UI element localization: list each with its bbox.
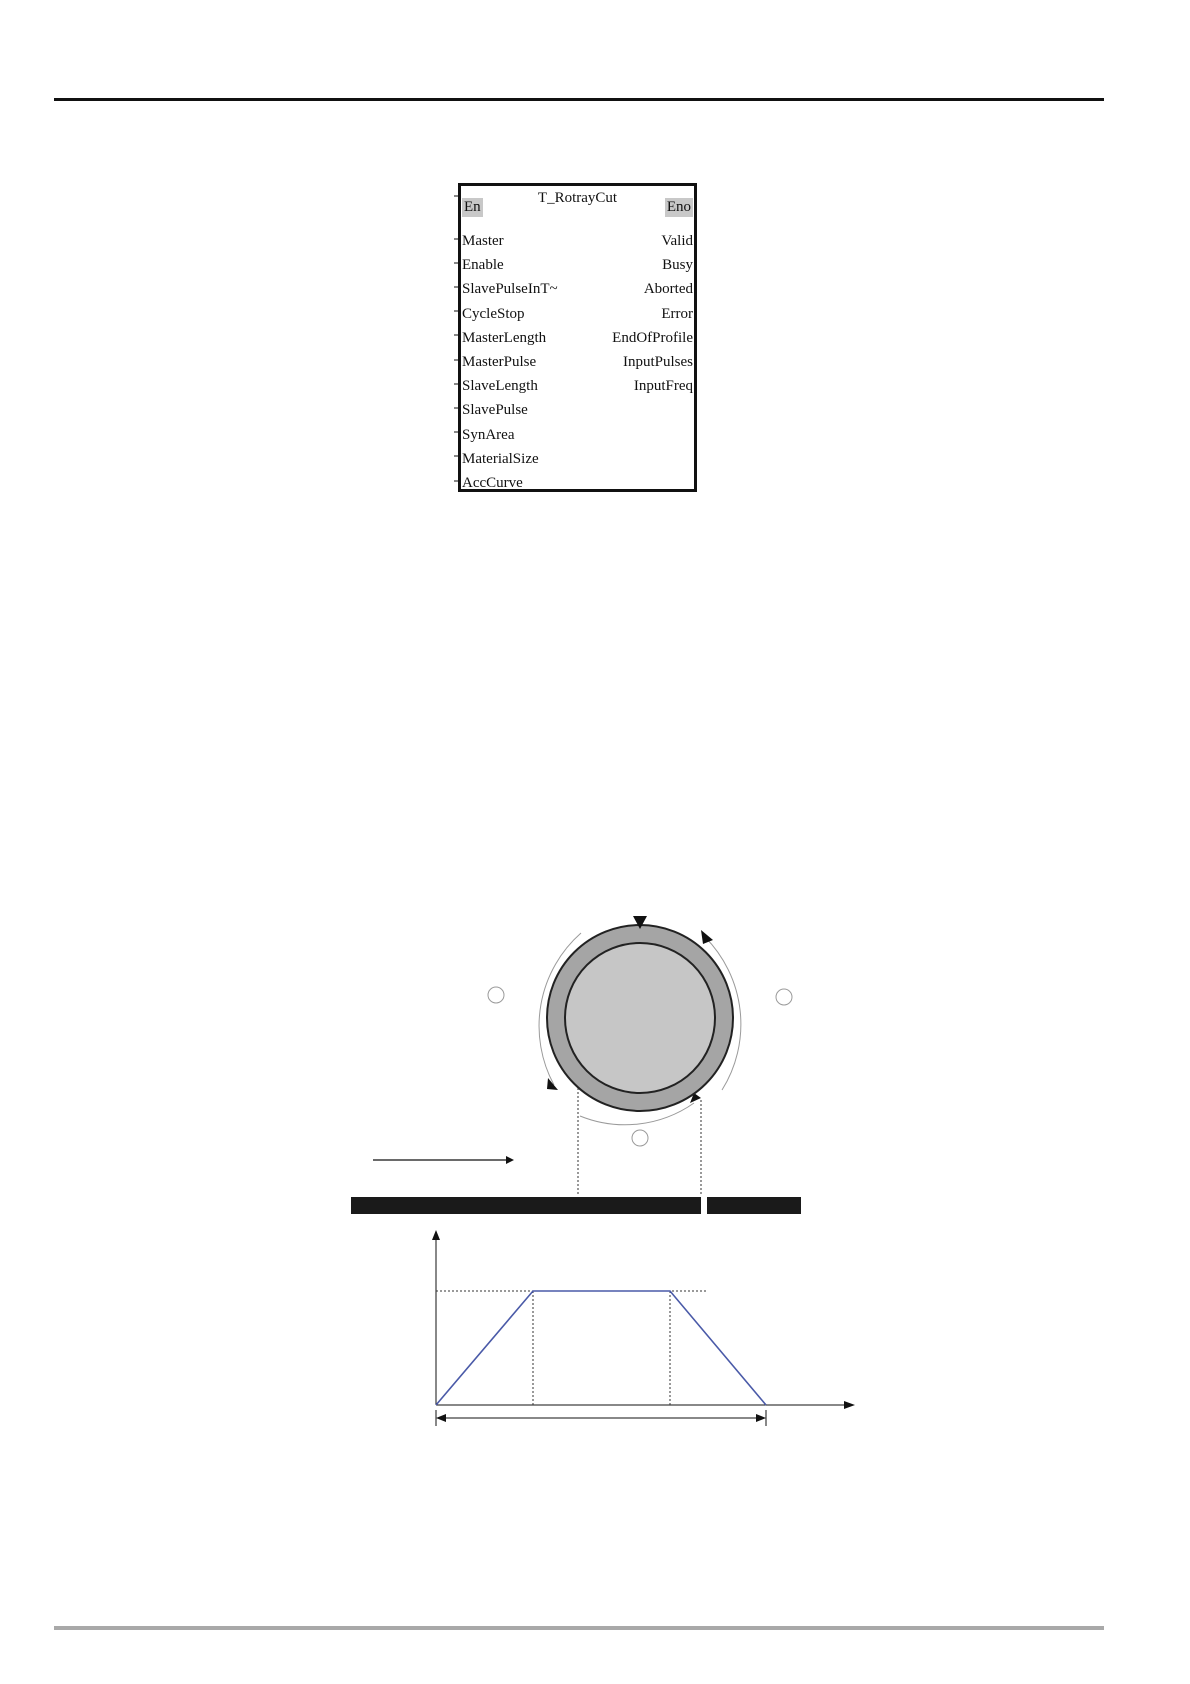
input-pin-master: Master [462, 233, 504, 249]
left-arc-arrowhead [547, 1078, 558, 1090]
eno-pin: Eno [666, 199, 691, 215]
velocity-profile-guides [436, 1291, 706, 1405]
output-pin-error: Error [661, 305, 693, 322]
input-pin-acccurve: AccCurve [462, 474, 523, 491]
input-pin-slavepulse: SlavePulse [462, 402, 528, 419]
output-pin-endofprofile: EndOfProfile [612, 329, 693, 346]
input-pin-slavelength: SlaveLength [462, 378, 538, 395]
output-pin-valid: Valid [661, 233, 693, 249]
output-pin-busy: Busy [662, 257, 693, 274]
function-block-pin-ticks [454, 196, 458, 481]
input-pin-slavepulseint: SlavePulseInT~ [462, 281, 558, 298]
cut-material-piece [707, 1197, 801, 1214]
zone-marker-left [488, 987, 504, 1003]
en-pin: En [464, 199, 481, 215]
input-pin-masterlength: MasterLength [462, 329, 547, 346]
output-pin-aborted: Aborted [643, 281, 693, 298]
velocity-axis-x-arrowhead [844, 1401, 855, 1409]
velocity-axis-y-arrowhead [432, 1230, 440, 1240]
cycle-length-arrow-right [756, 1414, 766, 1422]
input-pin-materialsize: MaterialSize [462, 450, 539, 467]
output-pin-inputfreq: InputFreq [633, 378, 693, 395]
output-pin-inputpulses: InputPulses [622, 353, 693, 370]
cutter-roller-inner [565, 943, 715, 1093]
cycle-length-arrow-left [436, 1414, 446, 1422]
velocity-profile-curve [436, 1291, 766, 1405]
footer-rule [54, 1626, 1104, 1630]
input-pin-enable: Enable [462, 257, 504, 274]
material-web [351, 1197, 701, 1214]
zone-marker-right [776, 989, 792, 1005]
input-pin-masterpulse: MasterPulse [462, 353, 537, 370]
right-arc-arrowhead [701, 930, 713, 944]
zone-marker-bottom [632, 1130, 648, 1146]
function-block-title: T_RotrayCut [537, 190, 618, 206]
input-pin-synarea: SynArea [462, 426, 515, 443]
input-pin-cyclestop: CycleStop [462, 305, 525, 322]
